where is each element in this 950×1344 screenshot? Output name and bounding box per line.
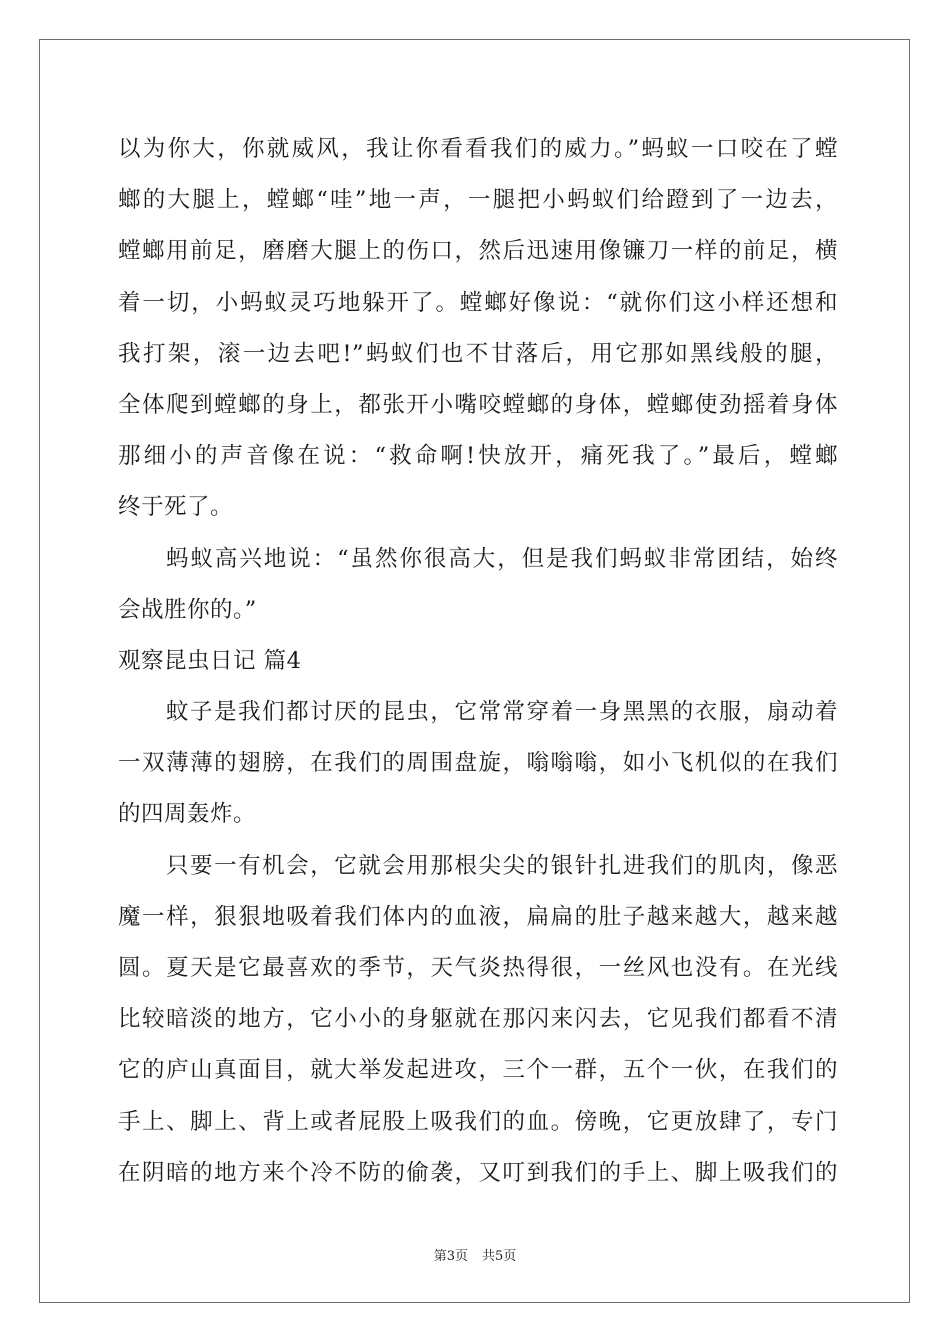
text-line: 终于死了。 (118, 494, 234, 521)
text-line: 会战胜你的。” (118, 596, 257, 623)
section-heading: 观察昆虫日记 篇4 (118, 647, 302, 674)
page-total: 共5页 (482, 1249, 517, 1264)
text-line: 它的庐山真面目，就大举发起进攻，三个一群，五个一伙，在我们的 (118, 1057, 838, 1084)
text-line: 比较暗淡的地方，它小小的身躯就在那闪来闪去，它见我们都看不清 (118, 1006, 838, 1033)
document-body (118, 124, 838, 1199)
text-line: 手上、脚上、背上或者屁股上吸我们的血。傍晚，它更放肆了，专门 (118, 1108, 838, 1135)
text-line: 在阴暗的地方来个冷不防的偷袭，又叮到我们的手上、脚上吸我们的 (118, 1159, 838, 1186)
text-line: 蚂蚁高兴地说：“虽然你很高大，但是我们蚂蚁非常团结，始终 (166, 545, 838, 572)
text-line: 我打架，滚一边去吧!”蚂蚁们也不甘落后，用它那如黑线般的腿， (118, 340, 838, 367)
text-line: 蚊子是我们都讨厌的昆虫，它常常穿着一身黑黑的衣服，扇动着 (166, 699, 838, 726)
text-line: 一双薄薄的翅膀，在我们的周围盘旋，嗡嗡嗡，如小飞机似的在我们 (118, 750, 838, 777)
text-line: 以为你大，你就威风，我让你看看我们的威力。”蚂蚁一口咬在了螳 (118, 136, 838, 162)
text-line: 圆。夏天是它最喜欢的季节，天气炎热得很，一丝风也没有。在光线 (118, 955, 838, 981)
text-line: 的四周轰炸。 (118, 801, 257, 828)
page-footer (0, 1245, 950, 1264)
text-line: 魔一样，狠狠地吸着我们体内的血液，扁扁的肚子越来越大，越来越 (118, 903, 838, 930)
text-line: 只要一有机会，它就会用那根尖尖的银针扎进我们的肌肉，像恶 (166, 852, 838, 879)
text-line: 全体爬到螳螂的身上，都张开小嘴咬螳螂的身体，螳螂使劲摇着身体 (118, 391, 838, 418)
page-number: 第3页 (433, 1249, 468, 1264)
text-line: 着一切，小蚂蚁灵巧地躲开了。螳螂好像说：“就你们这小样还想和 (118, 289, 838, 316)
text-line: 螳螂用前足，磨磨大腿上的伤口，然后迅速用像镰刀一样的前足，横 (118, 238, 838, 265)
text-line: 螂的大腿上，螳螂“哇”地一声，一腿把小蚂蚁们给蹬到了一边去， (118, 187, 838, 214)
text-line: 那细小的声音像在说：“救命啊!快放开，痛死我了。”最后，螳螂 (118, 443, 838, 470)
